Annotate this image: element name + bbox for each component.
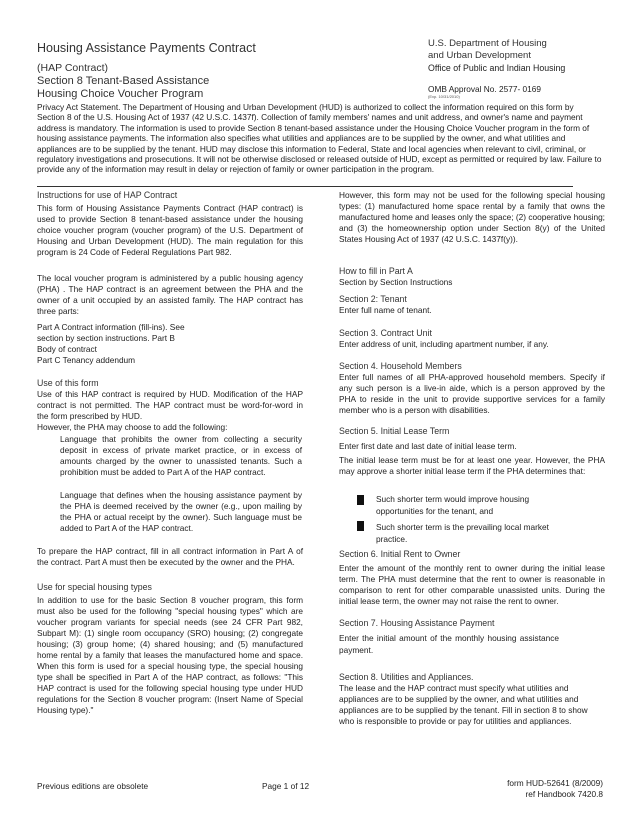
section-8-text: The lease and the HAP contract must specify what utilities and appliances are to be supplied by the owner, and what utilities and appliances are to be supplied by the tenant. Fill in section 8 to show who is responsible to provide or pay for utilities and appliances. (339, 683, 588, 726)
bullet-market-practice: Such shorter term is the prevailing local market practice. (376, 522, 549, 544)
document-title: Housing Assistance Payments Contract (37, 41, 256, 55)
agency-line-2: and Urban Development (428, 50, 531, 61)
special-paragraph: In addition to use for the basic Section 8 voucher program, this form must also be used for the following "special housing types" which are voucher program variants for special needs (see 24 CFR Part 982, Subpart M): (1) single room occupancy (SRO) housing; (2) congregate housing; (3) group home; (4) shared housing; and (5) manufactured home rental by a family that leases the manufactured home and space. When this form is used for a special housing type, the special housing type shall be specified in Part A of the HAP contract, as follows: "This HAP contract is used for the following special housing type under HUD regulations for the Section 8 voucher program: (Insert Name of Special Housing type)." (37, 595, 303, 715)
program-line-1: Section 8 Tenant-Based Assistance (37, 75, 210, 87)
bullet-improve-housing: Such shorter term would improve housing opportunities for the tenant, and (376, 494, 530, 516)
form-number: form HUD-52641 (8/2009) (507, 778, 603, 788)
section-7-heading: Section 7. Housing Assistance Payment (339, 618, 495, 628)
use-paragraph: Use of this HAP contract is required by HUD. Modification of the HAP contract is not permitted. The HAP contract must be word-for-word in the form prescribed by HUD. (37, 389, 303, 421)
use-heading: Use of this form (37, 378, 99, 388)
pha-paragraph: The local voucher program is administered by a public housing agency (PHA) . The HAP contract is an agreement between the PHA and the owner of a unit occupied by an assisted family. The HAP contract has three parts: (37, 273, 303, 316)
section-4-heading: Section 4. Household Members (339, 361, 462, 371)
omb-approval: OMB Approval No. 2577- 0169 (428, 84, 541, 94)
prepare-paragraph: To prepare the HAP contract, fill in all contract information in Part A of the contract. Part A must then be executed by the owner and the PHA. (37, 546, 303, 567)
divider (37, 186, 573, 187)
footer-obsolete-notice: Previous editions are obsolete (37, 781, 149, 791)
agency-line-1: U.S. Department of Housing (428, 38, 547, 49)
expiration-date: (Exp. 10/31/2010) (428, 94, 460, 99)
indented-paragraph-deposit: Language that prohibits the owner from collecting a security deposit in excess of private market practice, or in excess of amounts charged by the owner to unassisted tenants. Such a prohibition must be added to Part A of the HAP contract. (60, 434, 302, 477)
section-7-text: Enter the initial amount of the monthly housing assistance payment. (339, 633, 559, 655)
handbook-reference: ref Handbook 7420.8 (525, 789, 603, 799)
however-paragraph: However, this form may not be used for the following special housing types: (1) manufactured home space rental by a family that owns the manufactured home and leases only the space; (2) cooperative housing; and (3) the homeownership option under Section 8(y) of the United States Housing Act of 1937 (42 U.S.C. 1437f(y)). (339, 190, 605, 244)
section-5-lease-rule: The initial lease term must be for at least one year. However, the PHA may approve a shorter initial lease term if the PHA determines that: (339, 455, 605, 476)
special-heading: Use for special housing types (37, 582, 152, 592)
page-number: Page 1 of 12 (262, 781, 310, 791)
section-2-text: Enter full name of tenant. (339, 305, 432, 315)
privacy-act-statement: Privacy Act Statement. The Department of Housing and Urban Development (HUD) is authorized to collect the information required on this form by Section 8 of the U.S. Housing Act of 1937 (42 U.S.C. 1437f). Collection of family members' names and unit address, and owner's name and payment address is mandatory. The information is used to provide Section 8 tenant-based assistance under the Housing Choice Voucher program in the form of housing assistance payments. The information also specifies what utilities and appliances are to be supplied by the owner, and what utilities and appliances are to be supplied by the tenant. HUD may disclose this information to Federal, State and local agencies when relevant to civil, criminal, or regulatory investigations and prosecutions. It will not be otherwise disclosed or released outside of HUD, except as permitted or required by law. Failure to provide any of the information may result in delay or rejection of family or owner participation in the program. (37, 102, 602, 175)
document-subtitle: (HAP Contract) (37, 62, 108, 74)
parts-line: Body of contract (37, 344, 97, 354)
section-5-heading: Section 5. Initial Lease Term (339, 426, 450, 436)
section-6-text: Enter the amount of the monthly rent to owner during the initial lease term. The PHA must determine that the rent to owner is reasonable in comparison to rent for other comparable unassisted units. During the initial lease term, the owner may not raise the rent to owner. (339, 563, 605, 606)
section-8-heading: Section 8. Utilities and Appliances. (339, 672, 474, 682)
parts-line: Part C Tenancy addendum (37, 355, 136, 365)
section-3-heading: Section 3. Contract Unit (339, 328, 432, 338)
bullet-square-icon (357, 495, 364, 505)
program-line-2: Housing Choice Voucher Program (37, 88, 204, 100)
section-3-text: Enter address of unit, including apartment number, if any. (339, 339, 549, 349)
instructions-heading: Instructions for use of HAP Contract (37, 190, 178, 200)
contract-parts (37, 322, 303, 366)
section-2-heading: Section 2: Tenant (339, 294, 407, 304)
parts-line: section by section instructions. Part B (37, 333, 175, 343)
howto-heading: How to fill in Part A (339, 266, 413, 276)
indented-paragraph-payment: Language that defines when the housing assistance payment by the PHA is deemed received by the owner (e.g., upon mailing by the PHA or actual receipt by the owner). Such language must be added to Part A of the HAP contract. (60, 490, 302, 533)
agency-office: Office of Public and Indian Housing (428, 63, 566, 73)
parts-line: Part A Contract information (fill-ins). See (37, 322, 185, 332)
instructions-paragraph: This form of Housing Assistance Payments Contract (HAP contract) is used to provide Section 8 tenant-based assistance under the housing choice voucher program (voucher program) of the U.S. Department of Housing and Urban Development (HUD). The main regulation for this program is 24 Code of Federal Regulations Part 982. (37, 203, 303, 257)
section-6-heading: Section 6. Initial Rent to Owner (339, 549, 461, 559)
bullet-square-icon (357, 521, 364, 531)
section-5-text: Enter first date and last date of initial lease term. (339, 441, 517, 451)
howto-subheading: Section by Section Instructions (339, 277, 453, 287)
section-4-text: Enter full names of all PHA-approved household members. Specify if any such person is a live-in aide, which is a person approved by the PHA to reside in the unit to provide supportive services for a family member who is a person with disabilities. (339, 372, 605, 415)
however-line: However, the PHA may choose to add the following: (37, 422, 228, 432)
